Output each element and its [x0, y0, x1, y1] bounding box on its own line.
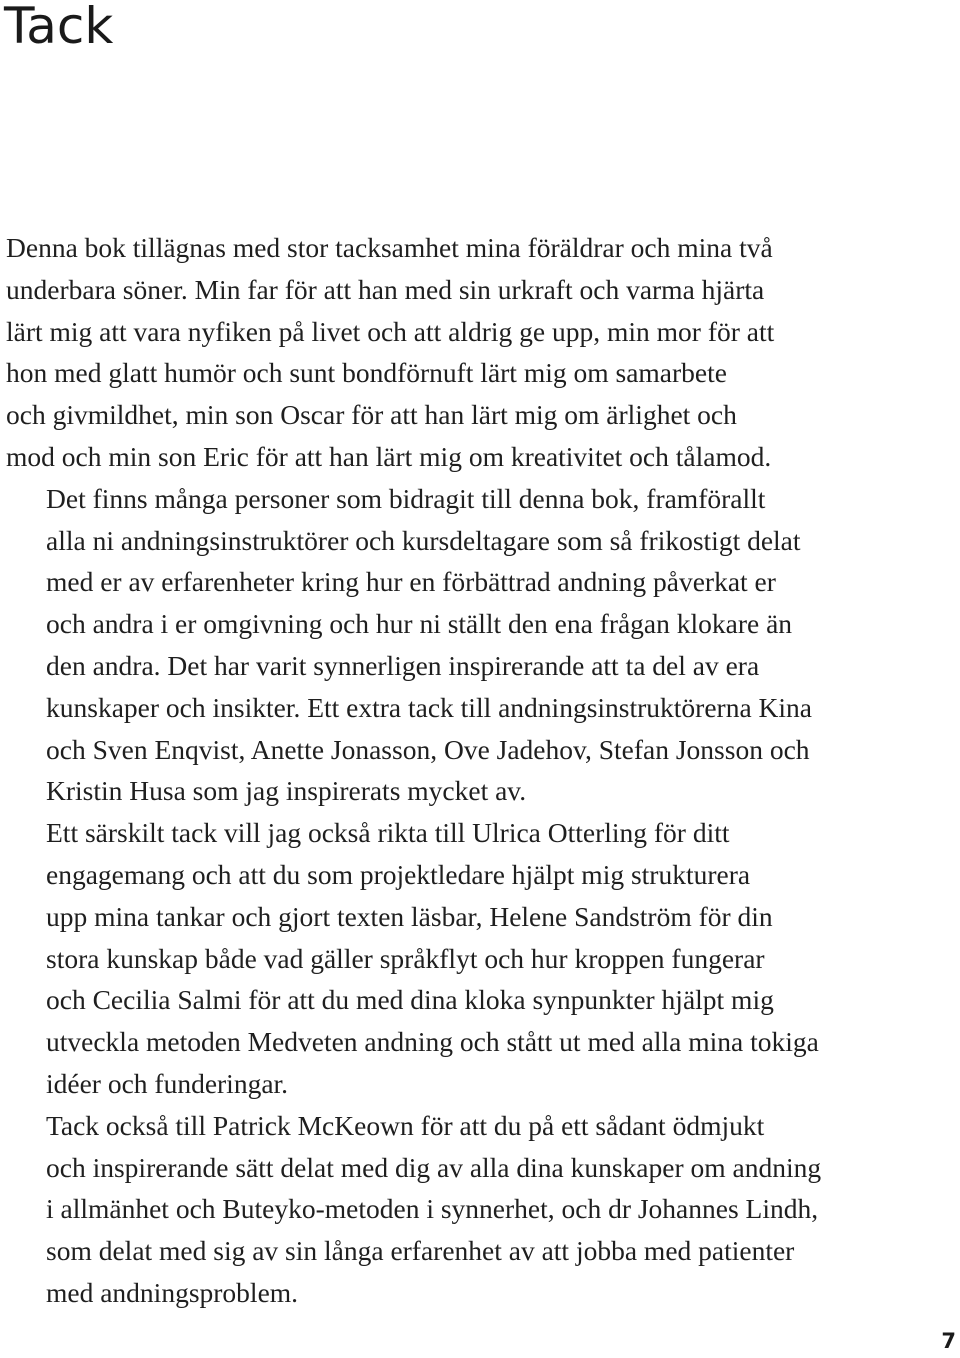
text-line: den andra. Det har varit synnerligen inspirerande att ta del av era	[46, 649, 760, 681]
text-line: upp mina tankar och gjort texten läsbar, Helene Sandström för din	[46, 900, 773, 932]
paragraph-final-thanks	[6, 1105, 956, 1314]
text-line: mod och min son Eric för att han lärt mig om kreativitet och tålamod.	[6, 440, 772, 472]
text-line: och givmildhet, min son Oscar för att han lärt mig om ärlighet och	[6, 399, 737, 431]
text-line: och inspirerande sätt delat med dig av alla dina kunskaper om andning	[46, 1151, 822, 1183]
page-number: 7	[941, 1329, 956, 1353]
text-line: i allmänhet och Buteyko-metoden i synnerhet, och dr Johannes Lindh,	[46, 1193, 819, 1225]
text-line: hon med glatt humör och sunt bondförnuft lärt mig om samarbete	[6, 357, 727, 389]
text-line: och Cecilia Salmi för att du med dina kloka synpunkter hjälpt mig	[46, 984, 774, 1016]
text-line: och Sven Enqvist, Anette Jonasson, Ove Jadehov, Stefan Jonsson och	[46, 733, 810, 765]
text-line: Ett särskilt tack vill jag också rikta till Ulrica Otterling för ditt	[46, 817, 730, 849]
text-line: idéer och funderingar.	[46, 1067, 289, 1099]
text-line: Det finns många personer som bidragit till denna bok, framförallt	[46, 482, 766, 514]
paragraph-dedication	[6, 227, 956, 478]
paragraph-special-thanks	[6, 812, 956, 1105]
text-line: alla ni andningsinstruktörer och kursdeltagare som så frikostigt delat	[46, 524, 801, 556]
text-line: engagemang och att du som projektledare hjälpt mig strukturera	[46, 858, 751, 890]
text-line: och andra i er omgivning och hur ni ställt den ena frågan klokare än	[46, 608, 793, 640]
text-line: Kristin Husa som jag inspirerats mycket av.	[46, 775, 527, 807]
text-line: med andningsproblem.	[46, 1276, 299, 1308]
text-line: Denna bok tillägnas med stor tacksamhet mina föräldrar och mina två	[6, 232, 773, 263]
text-line: kunskaper och insikter. Ett extra tack till andningsinstruktörerna Kina	[46, 691, 812, 723]
paragraph-contributors	[6, 478, 956, 812]
text-line: utveckla metoden Medveten andning och stått ut med alla mina tokiga	[46, 1026, 819, 1058]
text-line: Tack också till Patrick McKeown för att du på ett sådant ödmjukt	[46, 1109, 765, 1141]
text-line: stora kunskap både vad gäller språkflyt och hur kroppen fungerar	[46, 942, 765, 974]
text-line: lärt mig att vara nyfiken på livet och att aldrig ge upp, min mor för att	[6, 315, 775, 347]
text-line: som delat med sig av sin långa erfarenhet av att jobba med patienter	[46, 1235, 795, 1267]
body-text	[6, 227, 956, 1314]
page-title: Tack	[4, 0, 114, 55]
text-line: med er av erfarenheter kring hur en förbättrad andning påverkat er	[46, 566, 776, 598]
text-line: underbara söner. Min far för att han med sin urkraft och varma hjärta	[6, 273, 765, 305]
